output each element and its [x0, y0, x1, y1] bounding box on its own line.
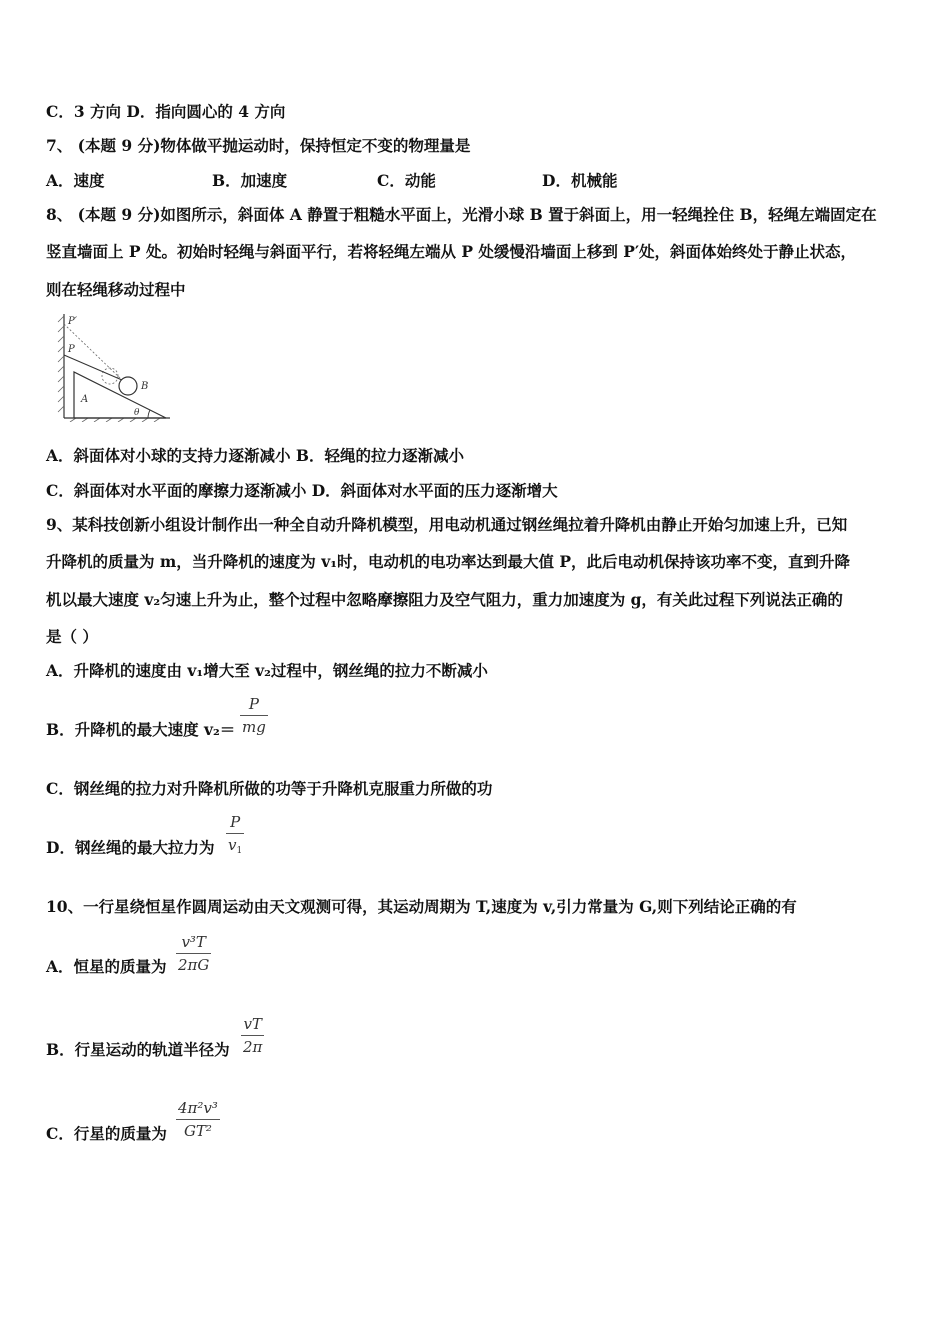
- q10-a-numerator: v³T: [181, 933, 206, 951]
- label-p: P: [68, 344, 75, 355]
- q9-b-numerator: P: [248, 695, 259, 713]
- q10-stem: 10、一行星绕恒星作圆周运动由天文观测可得，其运动周期为 T,速度为 v,引力常量为 G,则下列结论正确的有: [46, 897, 797, 916]
- q8-options-cd: C．斜面体对水平面的摩擦力逐渐减小 D．斜面体对水平面的压力逐渐增大: [46, 481, 558, 500]
- q10-b-numerator: vT: [243, 1015, 262, 1033]
- q10-c-denominator: GT²: [183, 1122, 212, 1140]
- q9-option-a: A．升降机的速度由 v₁增大至 v₂过程中，钢丝绳的拉力不断减小: [46, 661, 488, 680]
- q9-d-denominator-sub: 1: [236, 846, 243, 856]
- q9-stem-line1: 9、某科技创新小组设计制作出一种全自动升降机模型，用电动机通过钢丝绳拉着升降机由静止开始匀加速上升，已知: [46, 515, 848, 534]
- q9-d-fraction: [226, 813, 244, 860]
- label-theta: θ: [134, 408, 140, 418]
- q8-incline-figure: [56, 310, 174, 422]
- q9-d-denominator: v: [228, 836, 237, 854]
- q7-stem: 7、 (本题 9 分)物体做平抛运动时，保持恒定不变的物理量是: [46, 136, 471, 155]
- q7-option-a: A．速度: [46, 171, 105, 190]
- q10-option-a: A．恒星的质量为: [46, 957, 167, 976]
- q9-b-denominator: mg: [242, 718, 266, 736]
- q9-option-d: D．钢丝绳的最大拉力为: [46, 838, 215, 857]
- q10-b-denominator: 2π: [243, 1038, 263, 1056]
- q9-stem-line2: 升降机的质量为 m，当升降机的速度为 v₁时，电动机的电功率达到最大值 P，此后电动机保持该功率不变，直到升降: [46, 552, 851, 571]
- q10-option-c: C．行星的质量为: [46, 1124, 167, 1143]
- q10-c-numerator: 4π²v³: [178, 1099, 218, 1117]
- q9-d-numerator: P: [230, 813, 241, 831]
- q7-option-c: C．动能: [377, 171, 436, 190]
- label-b: B: [141, 381, 149, 392]
- q8-stem-line2: 竖直墙面上 P 处。初始时轻绳与斜面平行，若将轻绳左端从 P 处缓慢沿墙面上移到 P′处，斜面体始终处于静止状态，: [46, 242, 857, 261]
- q7-option-b: B．加速度: [212, 171, 288, 190]
- q8-stem-line1: 8、 (本题 9 分)如图所示，斜面体 A 静置于粗糙水平面上，光滑小球 B 置于斜面上，用一轻绳拴住 B，轻绳左端固定在: [46, 205, 877, 224]
- q10-c-fraction: [176, 1099, 220, 1140]
- q10-a-denominator: 2πG: [178, 956, 210, 974]
- q9-stem-line4: 是（ ）: [46, 627, 98, 646]
- q10-b-fraction: [241, 1015, 264, 1056]
- q9-option-b: B．升降机的最大速度 v₂＝: [46, 720, 236, 739]
- label-p-prime: P′: [68, 316, 77, 327]
- q7-option-d: D．机械能: [542, 171, 618, 190]
- q10-option-b: B．行星运动的轨道半径为: [46, 1040, 230, 1059]
- q9-option-c: C．钢丝绳的拉力对升降机所做的功等于升降机克服重力所做的功: [46, 779, 493, 798]
- q9-stem-line3: 机以最大速度 v₂匀速上升为止，整个过程中忽略摩擦阻力及空气阻力，重力加速度为 g，有关此过程下列说法正确的: [46, 590, 843, 609]
- q6-options: C．3 方向 D．指向圆心的 4 方向: [46, 102, 286, 121]
- q9-b-fraction: [240, 695, 268, 736]
- q10-a-fraction: [176, 933, 211, 974]
- q8-stem-line3: 则在轻绳移动过程中: [46, 280, 186, 299]
- label-a: A: [81, 394, 89, 405]
- q8-options-ab: A．斜面体对小球的支持力逐渐减小 B．轻绳的拉力逐渐减小: [46, 446, 465, 465]
